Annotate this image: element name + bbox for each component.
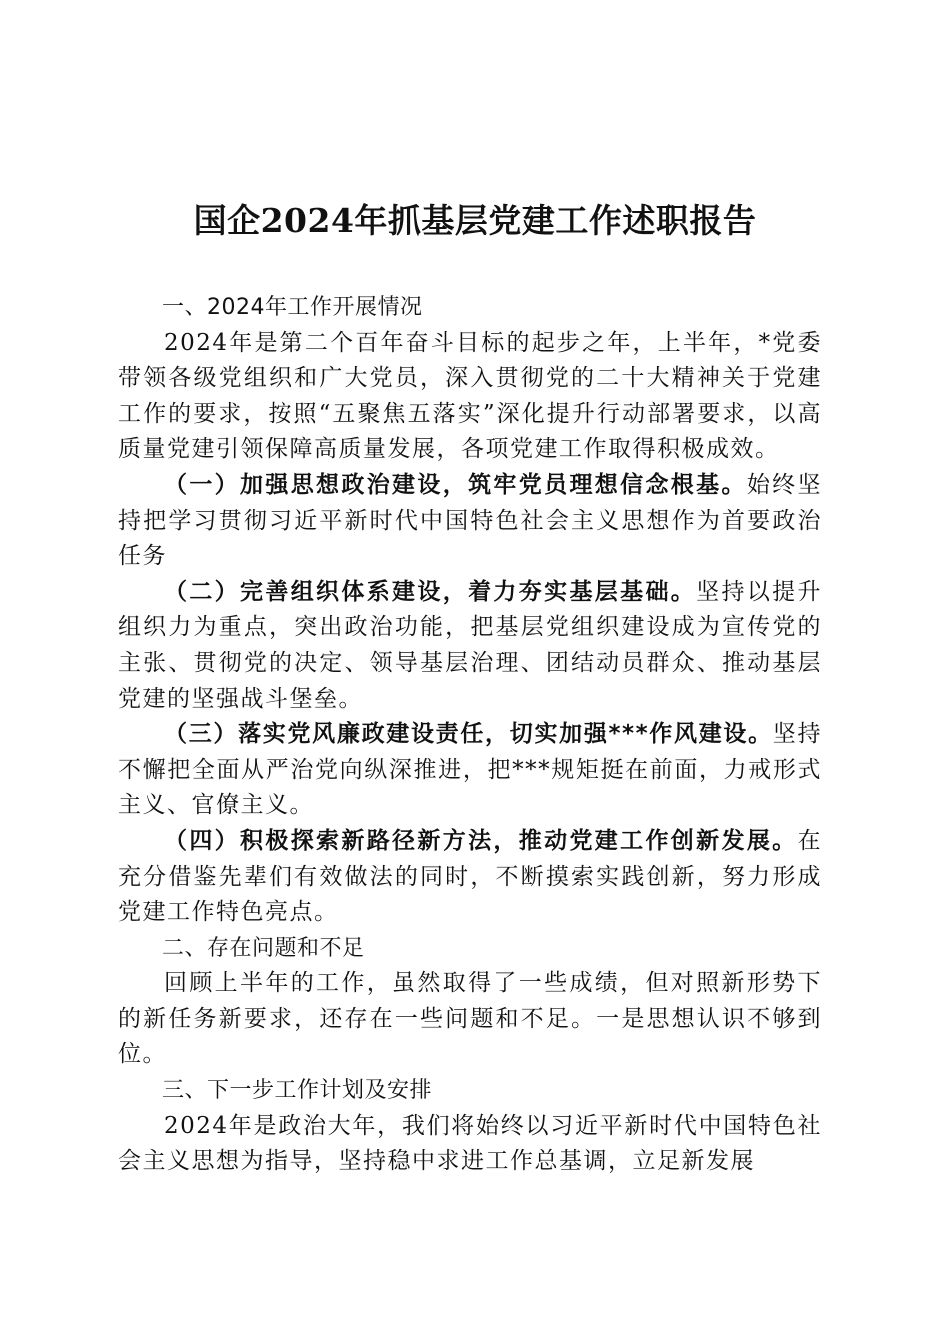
subsection-2 [118, 575, 822, 717]
section-heading-1: 一、2024年工作开展情况 [162, 295, 423, 320]
document-body [118, 290, 822, 1180]
subsection-3 [118, 717, 822, 824]
subsection-4-body: 在充分借鉴先辈们有效做法的同时，不断摸索实践创新，努力形成党建工作特色亮点。 [118, 827, 822, 926]
subsection-1-lead: （一）加强思想政治建设，筑牢党员理想信念根基。 [164, 471, 747, 498]
subsection-2-body: 坚持以提升组织力为重点，突出政治功能，把基层党组织建设成为宣传党的主张、贯彻党的决定、领导基层治理、团结动员群众、推动基层党建的坚强战斗堡垒。 [118, 578, 823, 712]
section-1-intro: 2024年是第二个百年奋斗目标的起步之年，上半年，*党委带领各级党组织和广大党员，深入贯彻党的二十大精神关于党建工作的要求，按照“五聚焦五落实”深化提升行动部署要求，以高质量党建引领保障高质量发展，各项党建工作取得积极成效。 [118, 329, 822, 463]
subsection-4-lead: （四）积极探索新路径新方法，推动党建工作创新发展。 [164, 827, 798, 854]
section-heading-3: 三、下一步工作计划及安排 [162, 1078, 433, 1104]
subsection-1 [118, 468, 822, 575]
subsection-2-lead: （二）完善组织体系建设，着力夯实基层基础。 [164, 578, 697, 605]
section-2-body: 回顾上半年的工作，虽然取得了一些成绩，但对照新形势下的新任务新要求，还存在一些问题和不足。一是思想认识不够到位。 [118, 970, 822, 1068]
section-heading-2: 二、存在问题和不足 [162, 935, 365, 961]
subsection-1-body: 始终坚持把学习贯彻习近平新时代中国特色社会主义思想作为首要政治任务 [118, 471, 823, 570]
document-title: 国企2024年抓基层党建工作述职报告 [193, 201, 757, 240]
subsection-3-body: 坚持不懈把全面从严治党向纵深推进，把***规矩挺在前面，力戒形式主义、官僚主义。 [118, 721, 822, 819]
subsection-4 [118, 824, 822, 931]
section-3-body: 2024年是政治大年，我们将始终以习近平新时代中国特色社会主义思想为指导，坚持稳中求进工作总基调，立足新发展 [118, 1112, 822, 1175]
subsection-3-lead: （三）落实党风廉政建设责任，切实加强***作风建设。 [164, 721, 773, 748]
